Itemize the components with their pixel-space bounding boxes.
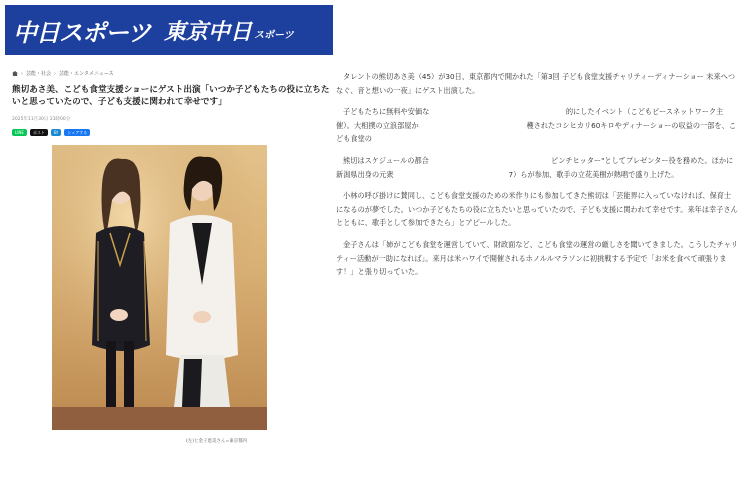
masthead-logo[interactable] [5, 5, 333, 55]
breadcrumb [12, 70, 114, 77]
share-x-post-button[interactable]: ポスト [30, 129, 48, 136]
chevron-right-icon: › [21, 70, 23, 77]
logo-chunichi-sports: 中日スポーツ [13, 18, 151, 47]
share-line-button[interactable]: LINE [12, 129, 27, 136]
article-paragraph: 子どもたちに無料や安価な 的にしたイベント（こどもピースネットワーク主催）。大相撲の立浪部屋か 穫されたコシヒカリ60キロやディナーショーの収益の一部を、こども食堂の [336, 107, 737, 144]
article-paragraph: 小林の呼び掛けに賛同し、こども食堂支援のための米作りにも参加してきた熊切は「芸能界に入っていなければ、保育士になるのが夢でした。いつか子どもたちの役に立ちたいと思っていたので、子ども支援に関われて幸せです。来年は幸子さんとともに、歌手として参加できたら」とアピールした。 [336, 191, 738, 228]
article-headline: 熊切あさ美、こども食堂支援ショーにゲスト出演「いつか子どもたちの役に立ちたいと思っていたので、子ども支援に関われて幸せです」 [12, 85, 330, 107]
article-paragraph: タレントの熊切あさ美（45）が30日、東京都内で開かれた「第3回 子ども食堂支援チャリティーディナーショー 未来へつなぐ、音と想いの一夜」にゲスト出演した。 [336, 72, 736, 95]
article-paragraph: 熊切はスケジュールの都合 ピンチヒッター"としてプレゼンター役を務めた。ほかに新潟県出身の元衆 7）らが参加、歌手の立花美樹が熱唱で盛り上げた。 [336, 155, 734, 179]
logo-tokyo-chunichi: 東京中日 [164, 19, 253, 45]
share-facebook-button[interactable]: シェアする [64, 129, 90, 136]
breadcrumb-item-entertainment[interactable]: 芸能・エンタメニュース [59, 71, 114, 77]
share-bar [12, 129, 90, 136]
chevron-right-icon: › [54, 70, 57, 77]
photo-illustration [52, 145, 267, 430]
article-body [336, 70, 738, 287]
breadcrumb-item-society[interactable]: 芸能・社会 [26, 71, 52, 77]
photo-caption: (左)と金子恵美さん=東京都内 [186, 439, 248, 444]
article-paragraph: 金子さんは「姉がこども食堂を運営していて、財政面など、こども食堂の運営の厳しさを聞いてきました。こうしたチャリティー活動が一助になれば」。来月は米ハワイで開催されるホノルルマラソンに初挑戦する予定で「お米を食べて頑張ります！」と張り切っていた。 [336, 239, 738, 277]
share-hatena-button[interactable]: B! [51, 129, 61, 136]
home-icon[interactable] [12, 71, 18, 76]
logo-sports-small: スポーツ [254, 29, 294, 41]
article-photo[interactable] [52, 145, 267, 430]
article-date: 2025年11月30日 21時00分 [12, 117, 71, 122]
